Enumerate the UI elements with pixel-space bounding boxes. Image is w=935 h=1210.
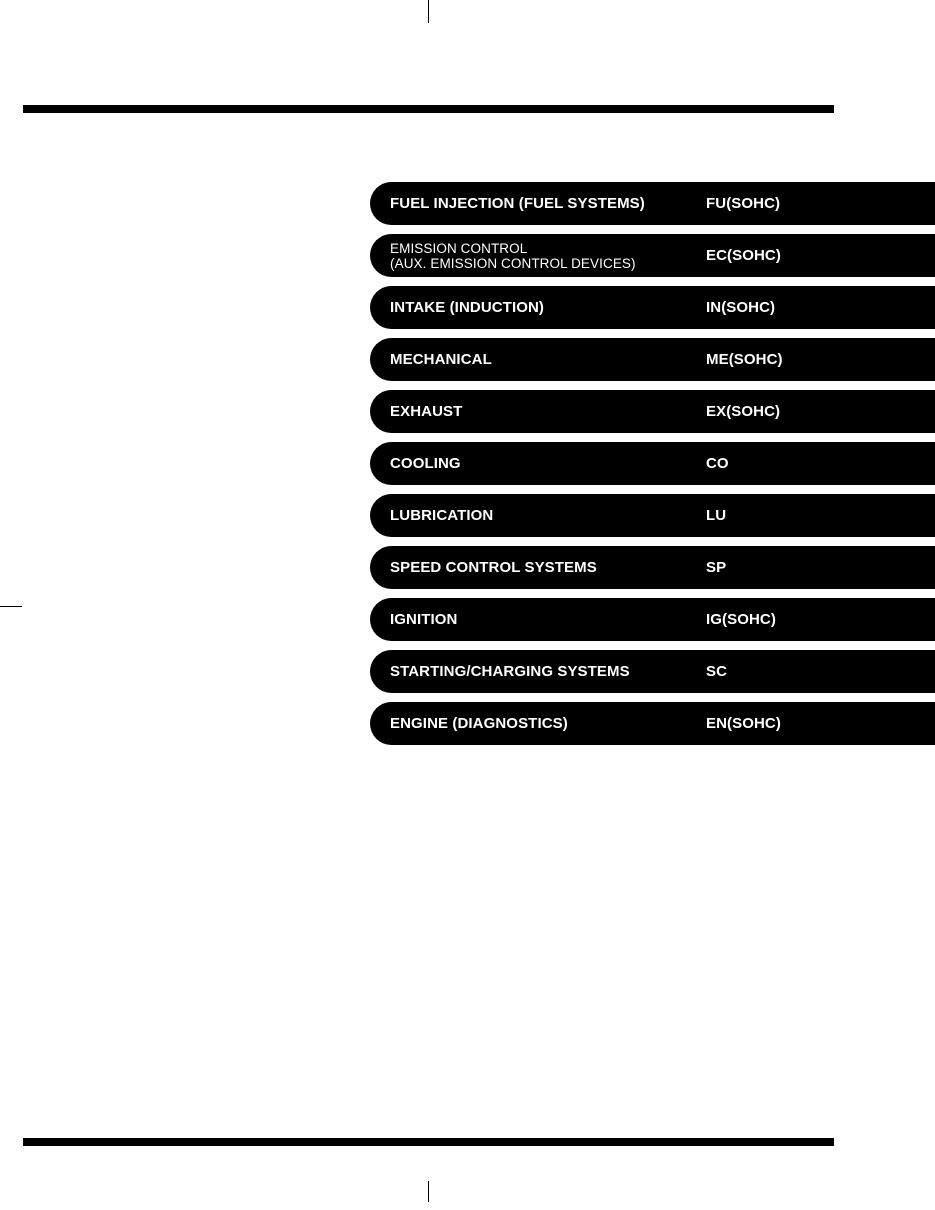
section-code: LU: [706, 507, 727, 524]
section-title: FUEL INJECTION (FUEL SYSTEMS): [390, 195, 645, 212]
section-tab-engine-diagnostics[interactable]: [370, 702, 935, 745]
section-code: FU(SOHC): [706, 195, 781, 212]
section-tab-fuel-injection[interactable]: [370, 182, 935, 225]
bottom-rule: [23, 1138, 834, 1146]
section-code: IN(SOHC): [706, 299, 776, 316]
section-code: ME(SOHC): [706, 351, 783, 368]
section-tab-intake[interactable]: [370, 286, 935, 329]
section-tab-exhaust[interactable]: [370, 390, 935, 433]
section-title: IGNITION: [390, 611, 458, 628]
section-tab-cooling[interactable]: [370, 442, 935, 485]
section-tab-starting-charging[interactable]: [370, 650, 935, 693]
top-rule: [23, 105, 834, 113]
section-index: [370, 182, 935, 754]
section-tab-ignition[interactable]: [370, 598, 935, 641]
section-code: EC(SOHC): [706, 247, 781, 264]
section-title: MECHANICAL: [390, 351, 492, 368]
section-title: COOLING: [390, 455, 461, 472]
section-code: CO: [706, 455, 729, 472]
section-tab-mechanical[interactable]: [370, 338, 935, 381]
crop-mark-left: [0, 606, 22, 607]
crop-mark-bottom: [428, 1181, 429, 1202]
section-title: LUBRICATION: [390, 507, 494, 524]
section-title: STARTING/CHARGING SYSTEMS: [390, 663, 630, 680]
section-code: SP: [706, 559, 727, 576]
crop-mark-top: [428, 0, 429, 23]
section-tab-lubrication[interactable]: [370, 494, 935, 537]
section-title: ENGINE (DIAGNOSTICS): [390, 715, 568, 732]
section-title: EXHAUST: [390, 403, 463, 420]
section-title: EMISSION CONTROL (AUX. EMISSION CONTROL DEVICES): [390, 240, 636, 271]
section-code: SC: [706, 663, 728, 680]
section-code: IG(SOHC): [706, 611, 776, 628]
section-tab-speed-control[interactable]: [370, 546, 935, 589]
section-title: INTAKE (INDUCTION): [390, 299, 545, 316]
section-tab-emission-control[interactable]: [370, 234, 935, 277]
section-title: SPEED CONTROL SYSTEMS: [390, 559, 597, 576]
section-code: EX(SOHC): [706, 403, 781, 420]
section-code: EN(SOHC): [706, 715, 781, 732]
